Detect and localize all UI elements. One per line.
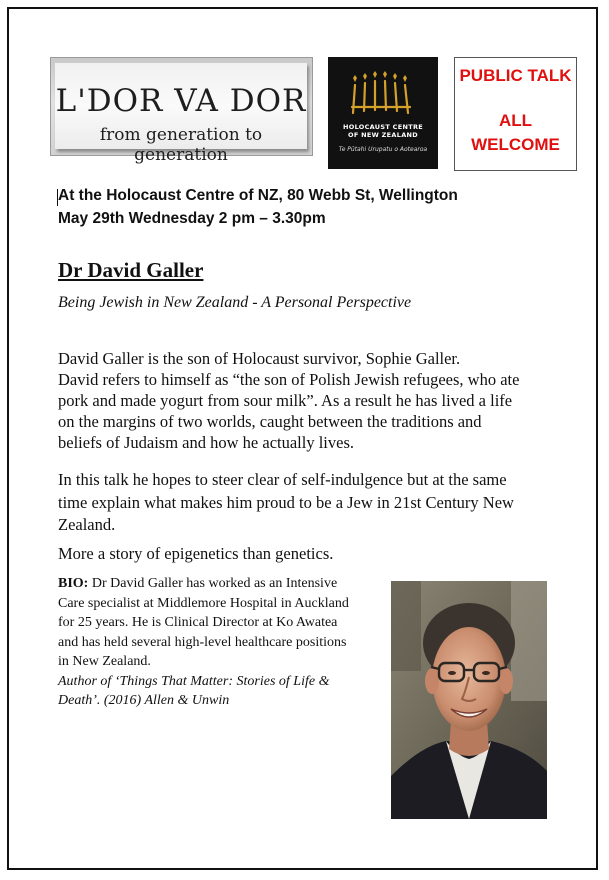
bio-line: Care specialist at Middlemore Hospital in Auckland — [58, 595, 349, 611]
bio-section — [58, 574, 388, 711]
talk-line: time explain what makes him proud to be a Jew in 21st Century New — [58, 492, 514, 512]
candles-icon — [328, 63, 438, 123]
hc-logo-name-line2: OF NEW ZEALAND — [348, 131, 418, 139]
bio-label: BIO: — [58, 576, 89, 591]
book-line: Death’. (2016) Allen & Unwin — [58, 693, 230, 708]
portrait-illustration — [391, 581, 547, 819]
bio-line — [58, 574, 388, 594]
ldor-logo-subtitle: from generation to generation — [99, 125, 263, 165]
talk-line: In this talk he hopes to steer clear of self-indulgence but at the same — [58, 470, 507, 489]
intro-line: pork and made yogurt from sour milk”. As a result he has lived a life — [58, 391, 513, 410]
talk-line: Zealand. — [58, 515, 116, 534]
hc-logo-name-line1: HOLOCAUST CENTRE — [343, 123, 423, 131]
talk-paragraph — [58, 469, 554, 537]
ldor-logo-title: L'DOR VA DOR — [55, 83, 307, 119]
intro-line: David Galler is the son of Holocaust survivor, Sophie Galler. — [58, 349, 461, 368]
public-talk-notice — [454, 57, 577, 171]
bio-text: Dr David Galler has worked as an Intensive — [91, 576, 338, 591]
hc-logo-name — [328, 123, 438, 139]
intro-line: beliefs of Judaism and how he actually lives. — [58, 433, 355, 452]
notice-welcome: WELCOME — [471, 135, 560, 154]
event-location: At the Holocaust Centre of NZ, 80 Webb St, Wellington — [58, 187, 458, 204]
bio-line: in New Zealand. — [58, 654, 151, 669]
intro-paragraph — [58, 348, 554, 453]
talk-title: Being Jewish in New Zealand - A Personal Perspective — [58, 294, 412, 311]
notice-public-talk: PUBLIC TALK — [459, 66, 572, 85]
notice-all: ALL — [498, 111, 533, 130]
speaker-name: Dr David Galler — [58, 258, 204, 282]
book-line: Author of ‘Things That Matter: Stories of Life & — [58, 673, 330, 689]
bio-line: and has held several high-level healthcare positions — [58, 634, 347, 650]
portrait-photo — [391, 581, 547, 819]
hc-logo-maori: Te Pūtahi Urupatu o Aotearoa — [338, 146, 428, 153]
intro-line: David refers to himself as “the son of Polish Jewish refugees, who ate — [58, 370, 520, 389]
bio-line: for 25 years. He is Clinical Director at Ko Awatea — [58, 615, 338, 630]
holocaust-centre-logo — [328, 57, 438, 169]
intro-line: on the margins of two worlds, caught between the traditions and — [58, 412, 482, 431]
ldor-va-dor-logo — [50, 57, 313, 165]
epigenetics-line: More a story of epigenetics than genetics. — [58, 544, 334, 563]
event-datetime: May 29th Wednesday 2 pm – 3.30pm — [58, 210, 326, 227]
